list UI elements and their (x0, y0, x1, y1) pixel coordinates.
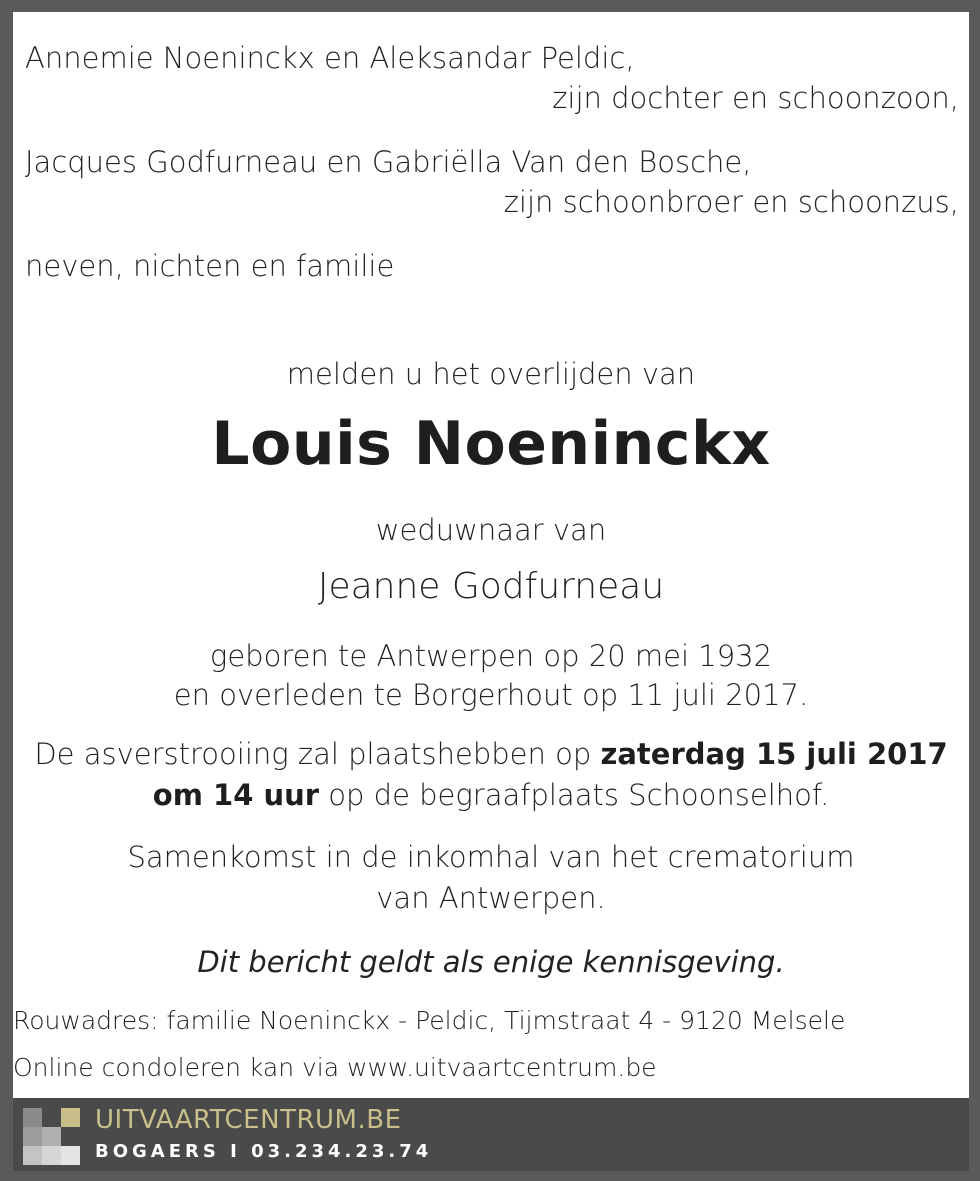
brand-subline: BOGAERS I 03.234.23.74 (95, 1141, 433, 1162)
address-line: Rouwadres: familie Noeninckx - Peldic, Tijmstraat 4 - 9120 Melsele (13, 1006, 846, 1035)
uitvaartcentrum-logo-icon (23, 1108, 80, 1165)
online-condolence-line: Online condoleren kan via www.uitvaartcentrum.be (13, 1053, 657, 1082)
announcement-intro: melden u het overlijden van (286, 357, 696, 391)
family-line-3: neven, nichten en familie (25, 249, 395, 283)
notice-text: Dit bericht geldt als enige kennisgeving. (197, 945, 785, 979)
family-line-2-role: zijn schoonbroer en schoonzus, (503, 185, 959, 219)
ceremony-line-2 (13, 776, 969, 814)
gathering-line-1: Samenkomst in de inkomhal van het crematorium (127, 840, 855, 874)
brand-name: UITVAARTCENTRUM.BE (95, 1105, 402, 1135)
ceremony-time: om 14 uur (152, 778, 320, 812)
ceremony-date: zaterdag 15 juli 2017 (600, 737, 948, 771)
relation-label: weduwnaar van (375, 513, 607, 547)
obituary-card (13, 12, 969, 1098)
family-line-2: Jacques Godfurneau en Gabriëlla Van den Bosche, (25, 145, 752, 179)
notice-line (13, 943, 969, 981)
footer-bar (13, 1098, 969, 1171)
ceremony-suffix: op de begraafplaats Schoonselhof. (319, 778, 830, 812)
death-line: en overleden te Borgerhout op 11 juli 2017. (173, 678, 809, 712)
gathering-line-2: van Antwerpen. (376, 881, 606, 915)
birth-line: geboren te Antwerpen op 20 mei 1932 (209, 639, 773, 673)
spouse-name: Jeanne Godfurneau (317, 566, 665, 607)
ceremony-line-1 (13, 735, 969, 773)
ceremony-prefix: De asverstrooiing zal plaatshebben op (34, 737, 601, 771)
family-line-1: Annemie Noeninckx en Aleksandar Peldic, (25, 41, 635, 75)
family-line-1-role: zijn dochter en schoonzoon, (552, 81, 959, 115)
deceased-name: Louis Noeninckx (211, 409, 771, 479)
